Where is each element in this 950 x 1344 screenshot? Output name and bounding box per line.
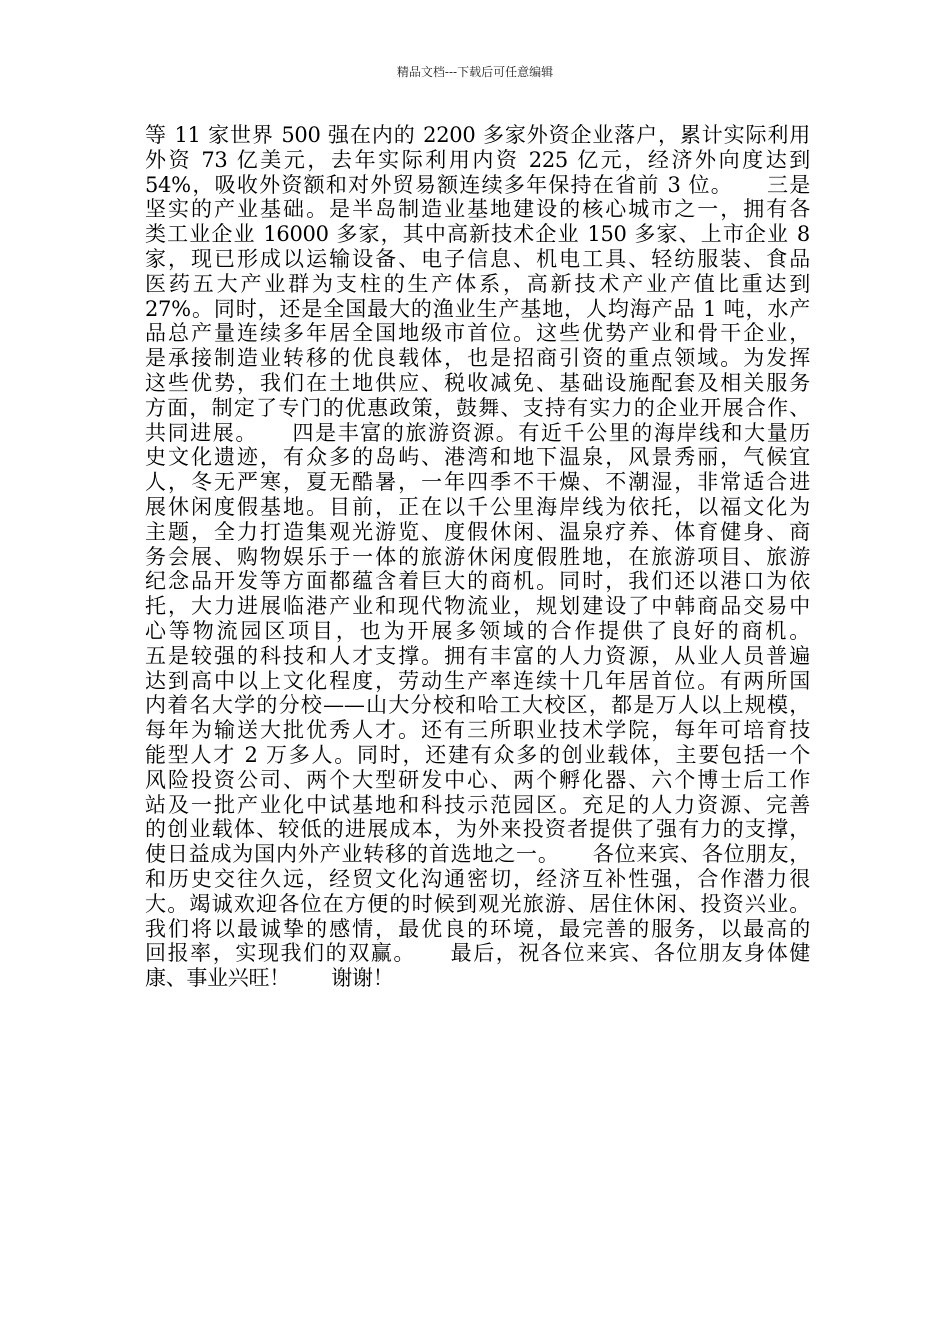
text-line: 方面，制定了专门的优惠政策，鼓舞、支持有实力的企业开展合作、 <box>145 395 810 420</box>
text-line: 等 11 家世界 500 强在内的 2200 多家外资企业落户，累计实际利用 <box>145 123 810 147</box>
text-line: 托，大力进展临港产业和现代物流业，规划建设了中韩商品交易中 <box>145 594 810 619</box>
text-line: 展休闲度假基地。目前，正在以千公里海岸线为依托，以福文化为 <box>145 494 810 519</box>
text-line: 康、事业兴旺！ 谢谢！ <box>145 966 394 991</box>
text-line: 使日益成为国内外产业转移的首选地之一。 各位来宾、各位朋友， <box>145 842 810 867</box>
text-line: 和历史交往久远，经贸文化沟通密切，经济互补性强，合作潜力很 <box>145 866 810 891</box>
text-line: 54%，吸收外资额和对外贸易额连续多年保持在省前 3 位。 三是 <box>145 172 810 197</box>
text-line: 品总产量连续多年居全国地级市首位。这些优势产业和骨干企业， <box>145 321 810 346</box>
text-line: 家，现已形成以运输设备、电子信息、机电工具、轻纺服装、食品 <box>145 246 810 271</box>
text-line: 坚实的产业基础。是半岛制造业基地建设的核心城市之一，拥有各 <box>145 197 810 222</box>
text-line: 的创业载体、较低的进展成本，为外来投资者提供了强有力的支撑， <box>145 817 810 842</box>
text-line: 每年为输送大批优秀人才。还有三所职业技术学院，每年可培育技 <box>145 718 810 743</box>
text-line: 这些优势，我们在土地供应、税收减免、基础设施配套及相关服务 <box>145 370 810 395</box>
page-header: 精品文档---下载后可任意编辑 <box>396 65 554 79</box>
text-line: 纪念品开发等方面都蕴含着巨大的商机。同时，我们还以港口为依 <box>145 569 810 594</box>
text-line: 27%。同时，还是全国最大的渔业生产基地，人均海产品 1 吨，水产 <box>145 296 810 321</box>
text-line: 我们将以最诚挚的感情，最优良的环境，最完善的服务，以最高的 <box>145 916 810 941</box>
text-line: 心等物流园区项目，也为开展多领域的合作提供了良好的商机。 <box>145 618 810 643</box>
text-line: 共同进展。 四是丰富的旅游资源。有近千公里的海岸线和大量历 <box>145 420 810 445</box>
text-line: 站及一批产业化中试基地和科技示范园区。充足的人力资源、完善 <box>145 792 810 817</box>
text-line: 医药五大产业群为支柱的生产体系，高新技术产业产值比重达到 <box>145 271 810 296</box>
text-line: 人，冬无严寒，夏无酷暑，一年四季不干燥、不潮湿，非常适合进 <box>145 470 810 495</box>
text-line: 主题，全力打造集观光游览、度假休闲、温泉疗养、体育健身、商 <box>145 519 810 544</box>
text-line: 外资 73 亿美元，去年实际利用内资 225 亿元，经济外向度达到 <box>145 147 810 172</box>
text-line: 类工业企业 16000 多家，其中高新技术企业 150 多家、上市企业 8 <box>145 222 810 247</box>
text-line: 大。竭诚欢迎各位在方便的时候到观光旅游、居住休闲、投资兴业。 <box>145 891 810 916</box>
text-line: 达到高中以上文化程度，劳动生产率连续十几年居首位。有两所国 <box>145 668 810 693</box>
text-line: 史文化遗迹，有众多的岛屿、港湾和地下温泉，风景秀丽，气候宜 <box>145 445 810 470</box>
text-line: 五是较强的科技和人才支撑。拥有丰富的人力资源，从业人员普遍 <box>145 643 810 668</box>
text-line: 是承接制造业转移的优良载体，也是招商引资的重点领域。为发挥 <box>145 346 810 371</box>
text-line: 回报率，实现我们的双赢。 最后，祝各位来宾、各位朋友身体健 <box>145 941 810 966</box>
text-line: 能型人才 2 万多人。同时，还建有众多的创业载体，主要包括一个 <box>145 742 810 767</box>
text-line: 内着名大学的分校——山大分校和哈工大校区，都是万人以上规模， <box>145 693 810 718</box>
text-line: 务会展、购物娱乐于一体的旅游休闲度假胜地，在旅游项目、旅游 <box>145 544 810 569</box>
text-line: 风险投资公司、两个大型研发中心、两个孵化器、六个博士后工作 <box>145 767 810 792</box>
document-body <box>145 123 810 991</box>
